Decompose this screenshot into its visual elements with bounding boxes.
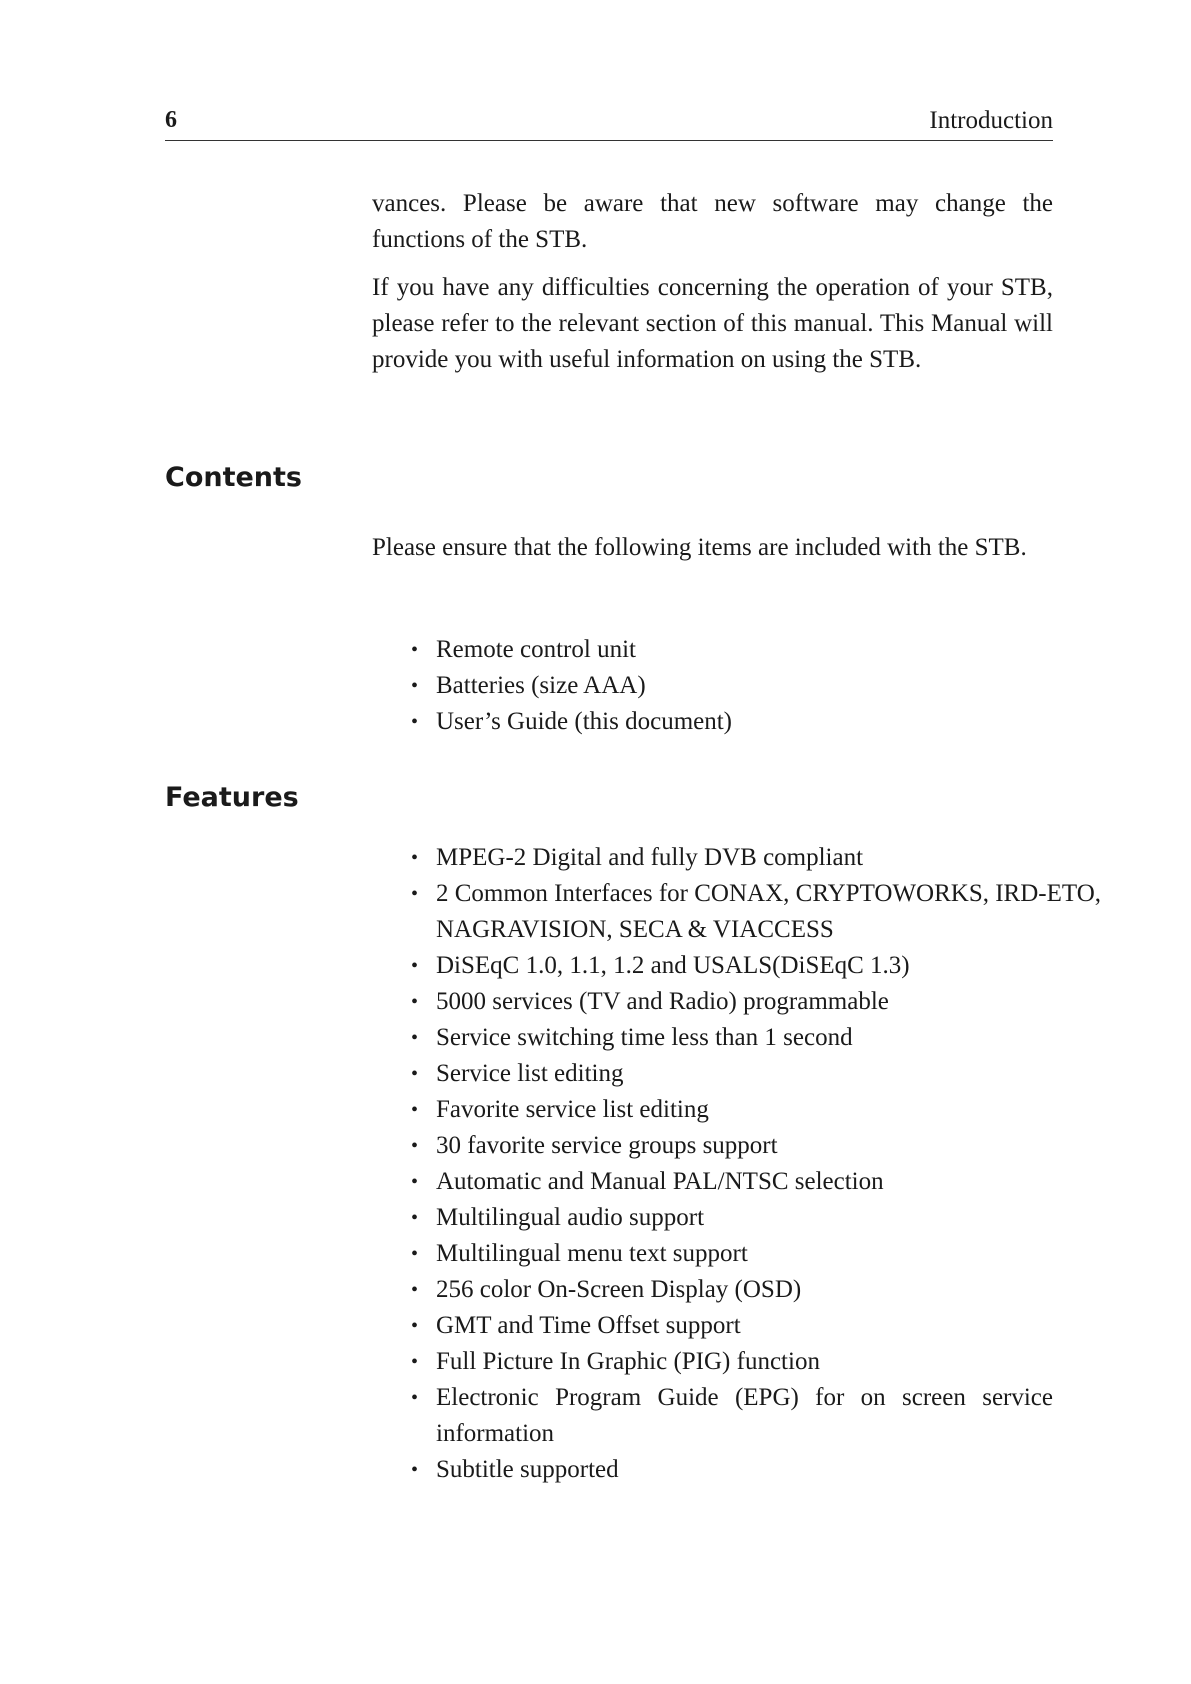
list-item: [411, 1056, 1077, 1092]
bullet-icon: •: [411, 1243, 419, 1265]
list-item-text: Multilingual menu text support: [436, 1240, 748, 1267]
contents-heading: Contents: [165, 462, 303, 493]
contents-intro: Please ensure that the following items are included with the STB.: [372, 534, 1027, 561]
bullet-icon: •: [411, 1459, 419, 1481]
bullet-icon: •: [411, 711, 419, 733]
list-item: [411, 984, 1077, 1020]
bullet-icon: •: [411, 955, 419, 977]
list-item: [411, 1092, 1077, 1128]
bullet-icon: •: [411, 1063, 419, 1085]
list-item-text: MPEG-2 Digital and fully DVB compliant: [436, 844, 864, 871]
list-item-text: Service list editing: [436, 1060, 624, 1087]
bullet-icon: •: [411, 991, 419, 1013]
list-item: [411, 704, 1077, 740]
list-item: [411, 1380, 1053, 1452]
list-item: [411, 876, 1102, 948]
bullet-icon: •: [411, 1171, 419, 1193]
list-item: [411, 1308, 1077, 1344]
bullet-icon: •: [411, 1027, 419, 1049]
intro-paragraph-continued: vances. Please be aware that new software may change the functions of the STB.: [372, 190, 1053, 253]
list-item: [411, 1236, 1077, 1272]
list-item: [411, 840, 1077, 876]
list-item-text: Multilingual audio support: [436, 1204, 705, 1231]
bullet-icon: •: [411, 883, 419, 905]
list-item: [411, 948, 1077, 984]
bullet-icon: •: [411, 1387, 419, 1409]
bullet-icon: •: [411, 1315, 419, 1337]
list-item-text: GMT and Time Offset support: [436, 1312, 741, 1339]
page-number: 6: [165, 107, 177, 133]
list-item: [411, 1344, 1077, 1380]
contents-list: [411, 632, 1077, 740]
list-item-text: 30 favorite service groups support: [436, 1132, 778, 1159]
bullet-icon: •: [411, 1099, 419, 1121]
list-item: [411, 1164, 1077, 1200]
features-list: [411, 840, 1102, 1488]
features-heading: Features: [165, 782, 299, 813]
page-header: [165, 105, 1053, 141]
list-item-text: Batteries (size AAA): [436, 672, 646, 699]
list-item-text: 5000 services (TV and Radio) programmable: [436, 988, 889, 1015]
bullet-icon: •: [411, 1135, 419, 1157]
list-item: [411, 1020, 1077, 1056]
bullet-icon: •: [411, 847, 419, 869]
intro-paragraph-help: If you have any difficulties concerning the operation of your STB, please refer to the relevant section of this manual. This Manual will provide you with useful information on using the STB.: [372, 274, 1053, 373]
list-item-text: Full Picture In Graphic (PIG) function: [436, 1348, 820, 1375]
running-title: Introduction: [929, 107, 1053, 134]
bullet-icon: •: [411, 639, 419, 661]
bullet-icon: •: [411, 1351, 419, 1373]
list-item: [411, 632, 1077, 668]
list-item-text: Subtitle supported: [436, 1456, 619, 1483]
list-item: [411, 1128, 1077, 1164]
bullet-icon: •: [411, 1279, 419, 1301]
list-item-text: Electronic Program Guide (EPG) for on screen service information: [436, 1384, 1053, 1447]
list-item-text: 256 color On-Screen Display (OSD): [436, 1276, 802, 1303]
list-item-text: Service switching time less than 1 second: [436, 1024, 853, 1051]
list-item: [411, 668, 1077, 704]
bullet-icon: •: [411, 675, 419, 697]
list-item-text: Remote control unit: [436, 636, 636, 663]
list-item: [411, 1272, 1077, 1308]
list-item-text: Favorite service list editing: [436, 1096, 709, 1123]
list-item-text: User’s Guide (this document): [436, 708, 733, 735]
list-item-text: Automatic and Manual PAL/NTSC selection: [436, 1168, 884, 1195]
list-item: [411, 1200, 1077, 1236]
list-item-text: 2 Common Interfaces for CONAX, CRYPTOWORKS, IRD-ETO, NAGRAVISION, SECA & VIACCESS: [436, 880, 1102, 943]
list-item: [411, 1452, 1077, 1488]
bullet-icon: •: [411, 1207, 419, 1229]
list-item-text: DiSEqC 1.0, 1.1, 1.2 and USALS(DiSEqC 1.3): [436, 952, 910, 979]
